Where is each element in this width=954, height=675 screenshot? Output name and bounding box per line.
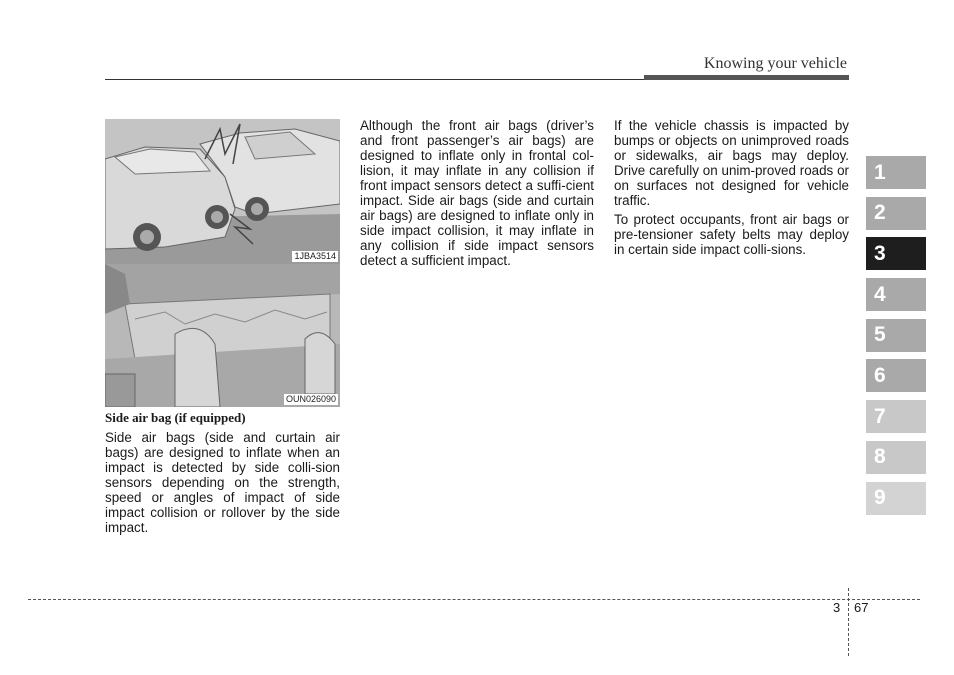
- section-caption: Side air bag (if equipped): [105, 410, 246, 425]
- footer-divider: [848, 588, 849, 656]
- curtain-airbag-illustration: [105, 264, 340, 407]
- chapter-tab-6[interactable]: 6: [866, 359, 926, 392]
- chapter-tab-3[interactable]: 3: [866, 237, 926, 270]
- footer-rule: [28, 599, 920, 600]
- chapter-tab-1[interactable]: 1: [866, 156, 926, 189]
- figure-code: 1JBA3514: [294, 251, 336, 261]
- chapter-tab-2[interactable]: 2: [866, 197, 926, 230]
- header-title: Knowing your vehicle: [703, 55, 847, 72]
- page-chapter: 3: [833, 600, 841, 615]
- chapter-tab-9[interactable]: 9: [866, 482, 926, 515]
- figure-code: OUN026090: [285, 394, 336, 404]
- side-collision-illustration: [105, 119, 340, 264]
- chapter-tab-7[interactable]: 7: [866, 400, 926, 433]
- body-paragraph: If the vehicle chassis is impacted by bumps or objects on unimproved roads or sidewalks, air bags may deploy. Drive carefully on unim-proved roads or on surfaces not designed for vehicle traffic.: [614, 118, 849, 208]
- body-paragraph: To protect occupants, front air bags or pre-tensioner safety belts may deploy in certain side impact colli-sions.: [614, 212, 849, 257]
- chapter-tab-5[interactable]: 5: [866, 319, 926, 352]
- chapter-tab-4[interactable]: 4: [866, 278, 926, 311]
- curtain-airbag-drawing: [105, 264, 340, 407]
- side-collision-drawing: [105, 119, 340, 264]
- chapter-tab-8[interactable]: 8: [866, 441, 926, 474]
- body-paragraph: Although the front air bags (driver’s and front passenger’s air bags) are designed to inflate only in frontal col-lision, it may inflate in any collision if front impact sensors detect a suffi-cient impact. Side air bags (side and curtain air bags) are designed to inflate only in side impact collision, it may inflate in any collision if side impact sensors detect a sufficient impact.: [360, 118, 594, 268]
- page-number: 67: [854, 600, 869, 615]
- header-rule-accent: [644, 75, 849, 80]
- body-paragraph: Side air bags (side and curtain air bags) are designed to inflate when an impact is detected by side colli-sion sensors depending on the strength, speed or angles of impact of side impact collision or rollover by the side impact.: [105, 430, 340, 535]
- chapter-tabs: [866, 156, 926, 522]
